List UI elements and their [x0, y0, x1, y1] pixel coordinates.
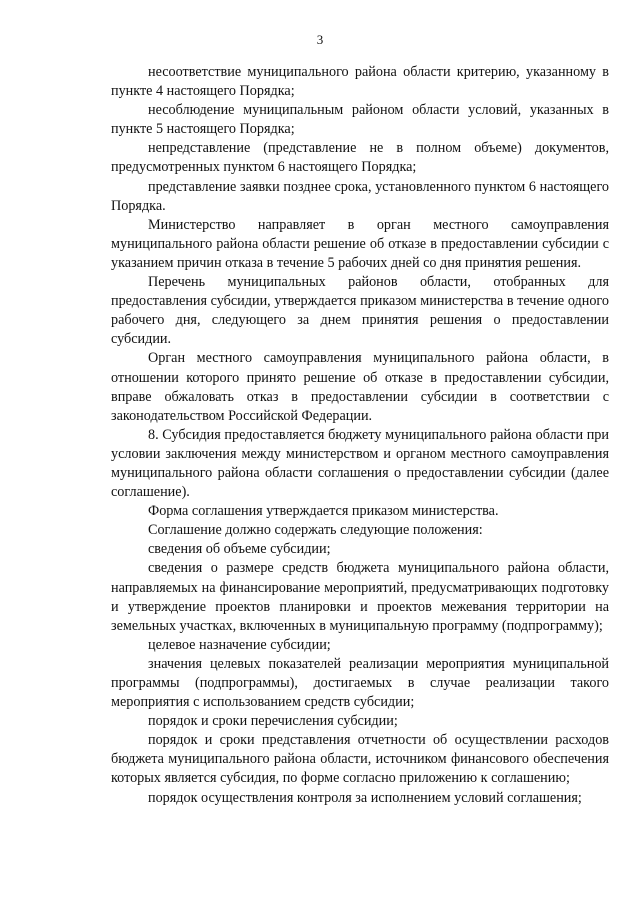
- list-item-purpose: целевое назначение субсидии;: [148, 636, 331, 653]
- list-item-transfer-procedure: порядок и сроки перечисления субсидии;: [148, 713, 398, 730]
- page-number: 3: [316, 32, 324, 47]
- list-item-subsidy-amount: сведения об объеме субсидии;: [148, 541, 331, 558]
- list-item-reporting: порядок и сроки представления отчетности об осуществлении расходов бюджета муниципального района области, источником финансового обеспечения которых является субсидия, по форме согласно приложению к соглашению;: [111, 732, 609, 787]
- paragraph-late-application: представление заявки позднее срока, установленного пунктом 6 настоящего Порядка.: [111, 178, 609, 214]
- paragraph-refusal-notice: Министерство направляет в орган местного самоуправления муниципального района области решение об отказе в предоставлении субсидии с указанием причин отказа в течение 5 рабочих дней со дня принятия решения.: [111, 216, 609, 271]
- document-body: [111, 63, 609, 808]
- paragraph-selected-districts-list: Перечень муниципальных районов области, отобранных для предоставления субсидии, утверждается приказом министерства в течение одного рабочего дня, следующего за днем принятия решения о предоставлении субсидии.: [111, 274, 609, 348]
- list-item-control: порядок осуществления контроля за исполнением условий соглашения;: [148, 789, 582, 806]
- list-item-target-indicators: значения целевых показателей реализации мероприятия муниципальной программы (подпрограммы), достигаемых в случае реализации такого мероприятия с использованием средств субсидии;: [111, 655, 609, 711]
- paragraph-agreement-form: Форма соглашения утверждается приказом министерства.: [148, 503, 499, 520]
- paragraph-agreement-contents: Соглашение должно содержать следующие положения:: [148, 522, 483, 539]
- paragraph-clause-8: 8. Субсидия предоставляется бюджету муниципального района области при условии заключения между министерством и органом местного самоуправления муниципального района области соглашения о предоставлении субсидии (далее соглашение).: [111, 426, 609, 501]
- paragraph-documents-missing: непредставление (представление не в полном объеме) документов, предусмотренных пунктом 6 настоящего Порядка;: [111, 140, 609, 176]
- list-item-cofinancing: сведения о размере средств бюджета муниципального района области, направляемых на финансирование мероприятий, предусматривающих подготовку и утверждение проектов планировки и проектов межевания территории на земельных участках, включенных в муниципальную программу (подпрограмму);: [111, 560, 609, 634]
- paragraph-criterion-mismatch: несоответствие муниципального района области критерию, указанному в пункте 4 настоящего Порядка;: [111, 64, 609, 100]
- paragraph-appeal-right: Орган местного самоуправления муниципального района области, в отношении которого принято решение об отказе в предоставлении субсидии, вправе обжаловать отказ в предоставлении субсидии в соответствии с законодательством Российской Федерации.: [111, 350, 609, 424]
- paragraph-conditions-noncompliance: несоблюдение муниципальным районом области условий, указанных в пункте 5 настоящего Порядка;: [111, 102, 609, 138]
